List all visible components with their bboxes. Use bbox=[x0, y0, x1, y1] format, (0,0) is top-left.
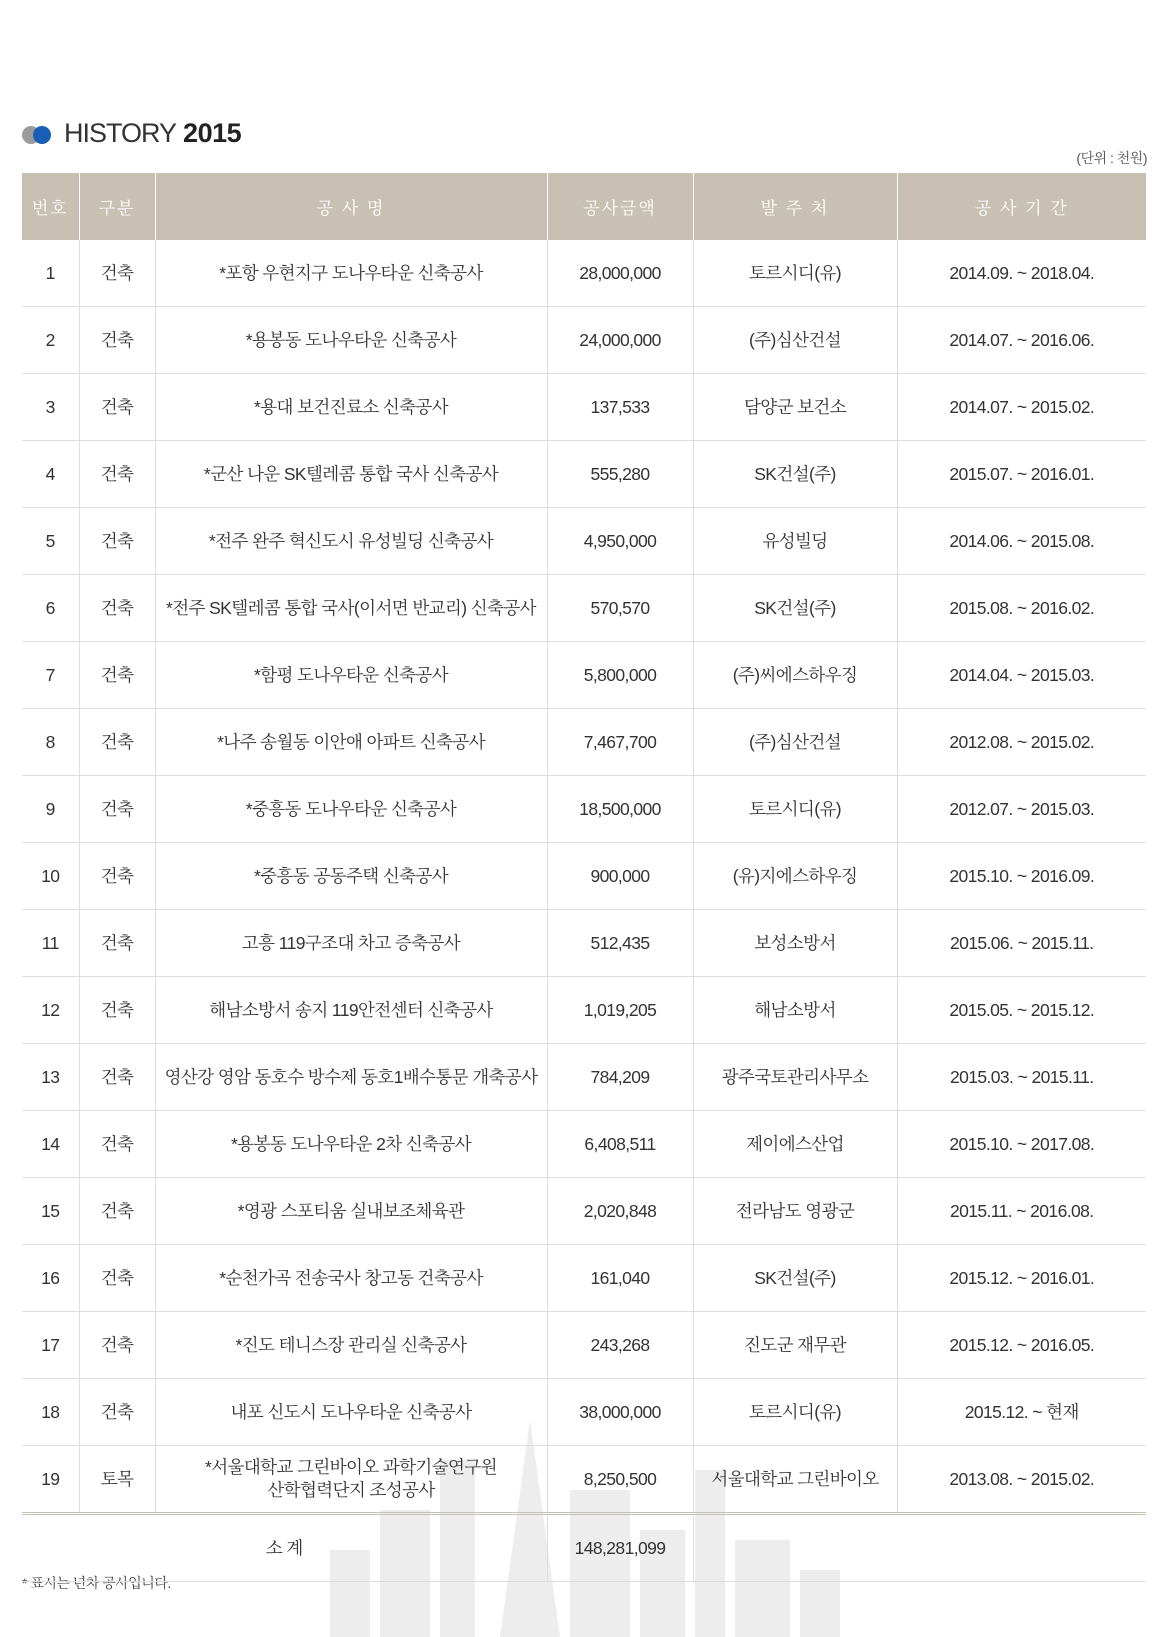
table-row bbox=[22, 508, 1146, 575]
cell-category: 건축 bbox=[79, 1245, 155, 1312]
cell-category: 건축 bbox=[79, 575, 155, 642]
cell-category: 건축 bbox=[79, 374, 155, 441]
cell-period: 2015.08. ~ 2016.02. bbox=[897, 575, 1146, 642]
cell-category: 건축 bbox=[79, 910, 155, 977]
header-category: 구분 bbox=[79, 173, 155, 240]
cell-client: 해남소방서 bbox=[693, 977, 897, 1044]
cell-number: 7 bbox=[22, 642, 79, 709]
cell-project-name: *서울대학교 그린바이오 과학기술연구원 산학협력단지 조성공사 bbox=[155, 1446, 547, 1514]
cell-project-name: *포항 우현지구 도나우타운 신축공사 bbox=[155, 240, 547, 307]
cell-period: 2015.03. ~ 2015.11. bbox=[897, 1044, 1146, 1111]
cell-client: 진도군 재무관 bbox=[693, 1312, 897, 1379]
cell-number: 16 bbox=[22, 1245, 79, 1312]
cell-amount: 243,268 bbox=[547, 1312, 693, 1379]
cell-number: 14 bbox=[22, 1111, 79, 1178]
cell-client: 유성빌딩 bbox=[693, 508, 897, 575]
cell-number: 17 bbox=[22, 1312, 79, 1379]
table-row bbox=[22, 575, 1146, 642]
cell-number: 5 bbox=[22, 508, 79, 575]
table-row bbox=[22, 709, 1146, 776]
cell-client: (유)지에스하우징 bbox=[693, 843, 897, 910]
cell-number: 2 bbox=[22, 307, 79, 374]
cell-client: 전라남도 영광군 bbox=[693, 1178, 897, 1245]
cell-number: 9 bbox=[22, 776, 79, 843]
cell-number: 10 bbox=[22, 843, 79, 910]
cell-category: 건축 bbox=[79, 843, 155, 910]
cell-client: SK건설(주) bbox=[693, 575, 897, 642]
history-table bbox=[22, 173, 1146, 1582]
cell-client: 서울대학교 그린바이오 bbox=[693, 1446, 897, 1514]
cell-client: 토르시디(유) bbox=[693, 1379, 897, 1446]
header-period: 공 사 기 간 bbox=[897, 173, 1146, 240]
table-body bbox=[22, 240, 1146, 1582]
cell-period: 2015.10. ~ 2017.08. bbox=[897, 1111, 1146, 1178]
total-label: 소 계 bbox=[22, 1514, 547, 1582]
blue-dot-icon bbox=[33, 126, 51, 144]
cell-category: 건축 bbox=[79, 709, 155, 776]
cell-client: (주)씨에스하우징 bbox=[693, 642, 897, 709]
cell-project-name: *영광 스포티움 실내보조체육관 bbox=[155, 1178, 547, 1245]
table-row bbox=[22, 374, 1146, 441]
cell-project-name: *군산 나운 SK텔레콤 통합 국사 신축공사 bbox=[155, 441, 547, 508]
cell-amount: 900,000 bbox=[547, 843, 693, 910]
cell-category: 건축 bbox=[79, 1312, 155, 1379]
table-row bbox=[22, 1245, 1146, 1312]
cell-amount: 38,000,000 bbox=[547, 1379, 693, 1446]
cell-project-name: *순천가곡 전송국사 창고동 건축공사 bbox=[155, 1245, 547, 1312]
cell-category: 건축 bbox=[79, 240, 155, 307]
cell-period: 2013.08. ~ 2015.02. bbox=[897, 1446, 1146, 1514]
table-row bbox=[22, 910, 1146, 977]
cell-period: 2014.09. ~ 2018.04. bbox=[897, 240, 1146, 307]
cell-category: 건축 bbox=[79, 776, 155, 843]
cell-amount: 8,250,500 bbox=[547, 1446, 693, 1514]
cell-amount: 570,570 bbox=[547, 575, 693, 642]
cell-period: 2014.07. ~ 2016.06. bbox=[897, 307, 1146, 374]
cell-number: 18 bbox=[22, 1379, 79, 1446]
cell-amount: 1,019,205 bbox=[547, 977, 693, 1044]
footnote: * 표시는 년차 공사입니다. bbox=[22, 1575, 171, 1591]
cell-amount: 161,040 bbox=[547, 1245, 693, 1312]
cell-period: 2015.05. ~ 2015.12. bbox=[897, 977, 1146, 1044]
cell-period: 2014.04. ~ 2015.03. bbox=[897, 642, 1146, 709]
cell-project-name: *용봉동 도나우타운 신축공사 bbox=[155, 307, 547, 374]
cell-project-name: *중흥동 도나우타운 신축공사 bbox=[155, 776, 547, 843]
table-row bbox=[22, 1379, 1146, 1446]
cell-number: 4 bbox=[22, 441, 79, 508]
cell-category: 건축 bbox=[79, 977, 155, 1044]
cell-number: 6 bbox=[22, 575, 79, 642]
cell-number: 11 bbox=[22, 910, 79, 977]
cell-category: 건축 bbox=[79, 1044, 155, 1111]
cell-number: 15 bbox=[22, 1178, 79, 1245]
cell-project-name: 영산강 영암 동호수 방수제 동호1배수통문 개축공사 bbox=[155, 1044, 547, 1111]
cell-amount: 5,800,000 bbox=[547, 642, 693, 709]
cell-client: 보성소방서 bbox=[693, 910, 897, 977]
cell-period: 2012.08. ~ 2015.02. bbox=[897, 709, 1146, 776]
cell-number: 1 bbox=[22, 240, 79, 307]
table-row bbox=[22, 1178, 1146, 1245]
cell-category: 건축 bbox=[79, 1379, 155, 1446]
cell-client: 토르시디(유) bbox=[693, 776, 897, 843]
cell-category: 건축 bbox=[79, 508, 155, 575]
cell-period: 2015.07. ~ 2016.01. bbox=[897, 441, 1146, 508]
cell-amount: 28,000,000 bbox=[547, 240, 693, 307]
table-header-row bbox=[22, 173, 1146, 240]
bullet-dots-icon bbox=[22, 123, 54, 145]
cell-period: 2014.07. ~ 2015.02. bbox=[897, 374, 1146, 441]
cell-client: 광주국토관리사무소 bbox=[693, 1044, 897, 1111]
unit-label: (단위 : 천원) bbox=[1076, 150, 1147, 166]
cell-client: 제이에스산업 bbox=[693, 1111, 897, 1178]
cell-amount: 24,000,000 bbox=[547, 307, 693, 374]
cell-client: (주)심산건설 bbox=[693, 709, 897, 776]
table-row bbox=[22, 642, 1146, 709]
cell-client: SK건설(주) bbox=[693, 441, 897, 508]
cell-number: 13 bbox=[22, 1044, 79, 1111]
cell-client: SK건설(주) bbox=[693, 1245, 897, 1312]
cell-client: 토르시디(유) bbox=[693, 240, 897, 307]
cell-amount: 784,209 bbox=[547, 1044, 693, 1111]
cell-amount: 512,435 bbox=[547, 910, 693, 977]
cell-category: 건축 bbox=[79, 1178, 155, 1245]
cell-number: 12 bbox=[22, 977, 79, 1044]
total-empty bbox=[693, 1514, 1146, 1582]
cell-category: 건축 bbox=[79, 642, 155, 709]
table-row bbox=[22, 776, 1146, 843]
cell-number: 3 bbox=[22, 374, 79, 441]
cell-project-name: *중흥동 공동주택 신축공사 bbox=[155, 843, 547, 910]
cell-number: 8 bbox=[22, 709, 79, 776]
cell-project-name: *전주 완주 혁신도시 유성빌딩 신축공사 bbox=[155, 508, 547, 575]
cell-period: 2012.07. ~ 2015.03. bbox=[897, 776, 1146, 843]
cell-period: 2015.12. ~ 2016.01. bbox=[897, 1245, 1146, 1312]
table-row bbox=[22, 307, 1146, 374]
cell-project-name: 내포 신도시 도나우타운 신축공사 bbox=[155, 1379, 547, 1446]
heading-title-word: HISTORY bbox=[64, 118, 177, 148]
total-row bbox=[22, 1514, 1146, 1582]
cell-period: 2015.06. ~ 2015.11. bbox=[897, 910, 1146, 977]
cell-amount: 6,408,511 bbox=[547, 1111, 693, 1178]
header-project-name: 공 사 명 bbox=[155, 173, 547, 240]
page-heading bbox=[22, 118, 241, 149]
cell-period: 2015.12. ~ 현재 bbox=[897, 1379, 1146, 1446]
table-row bbox=[22, 977, 1146, 1044]
cell-period: 2015.11. ~ 2016.08. bbox=[897, 1178, 1146, 1245]
cell-category: 건축 bbox=[79, 307, 155, 374]
cell-category: 건축 bbox=[79, 441, 155, 508]
cell-client: (주)심산건설 bbox=[693, 307, 897, 374]
cell-category: 건축 bbox=[79, 1111, 155, 1178]
table-row bbox=[22, 240, 1146, 307]
cell-period: 2015.12. ~ 2016.05. bbox=[897, 1312, 1146, 1379]
cell-amount: 137,533 bbox=[547, 374, 693, 441]
cell-project-name: 해남소방서 송지 119안전센터 신축공사 bbox=[155, 977, 547, 1044]
cell-amount: 2,020,848 bbox=[547, 1178, 693, 1245]
heading-title-year: 2015 bbox=[183, 118, 242, 148]
cell-project-name: *함평 도나우타운 신축공사 bbox=[155, 642, 547, 709]
cell-period: 2014.06. ~ 2015.08. bbox=[897, 508, 1146, 575]
table-row bbox=[22, 843, 1146, 910]
header-amount: 공사금액 bbox=[547, 173, 693, 240]
total-amount: 148,281,099 bbox=[547, 1514, 693, 1582]
cell-project-name: *용대 보건진료소 신축공사 bbox=[155, 374, 547, 441]
cell-client: 담양군 보건소 bbox=[693, 374, 897, 441]
cell-category: 토목 bbox=[79, 1446, 155, 1514]
table-row bbox=[22, 1312, 1146, 1379]
cell-number: 19 bbox=[22, 1446, 79, 1514]
cell-project-name: *전주 SK텔레콤 통합 국사(이서면 반교리) 신축공사 bbox=[155, 575, 547, 642]
cell-project-name: *용봉동 도나우타운 2차 신축공사 bbox=[155, 1111, 547, 1178]
cell-amount: 18,500,000 bbox=[547, 776, 693, 843]
cell-project-name: *나주 송월동 이안애 아파트 신축공사 bbox=[155, 709, 547, 776]
table-row bbox=[22, 1446, 1146, 1514]
cell-amount: 4,950,000 bbox=[547, 508, 693, 575]
cell-project-name: *진도 테니스장 관리실 신축공사 bbox=[155, 1312, 547, 1379]
table-row bbox=[22, 1111, 1146, 1178]
cell-amount: 555,280 bbox=[547, 441, 693, 508]
table-row bbox=[22, 441, 1146, 508]
header-client: 발 주 처 bbox=[693, 173, 897, 240]
table-row bbox=[22, 1044, 1146, 1111]
cell-period: 2015.10. ~ 2016.09. bbox=[897, 843, 1146, 910]
cell-amount: 7,467,700 bbox=[547, 709, 693, 776]
header-number: 번호 bbox=[22, 173, 79, 240]
cell-project-name: 고흥 119구조대 차고 증축공사 bbox=[155, 910, 547, 977]
